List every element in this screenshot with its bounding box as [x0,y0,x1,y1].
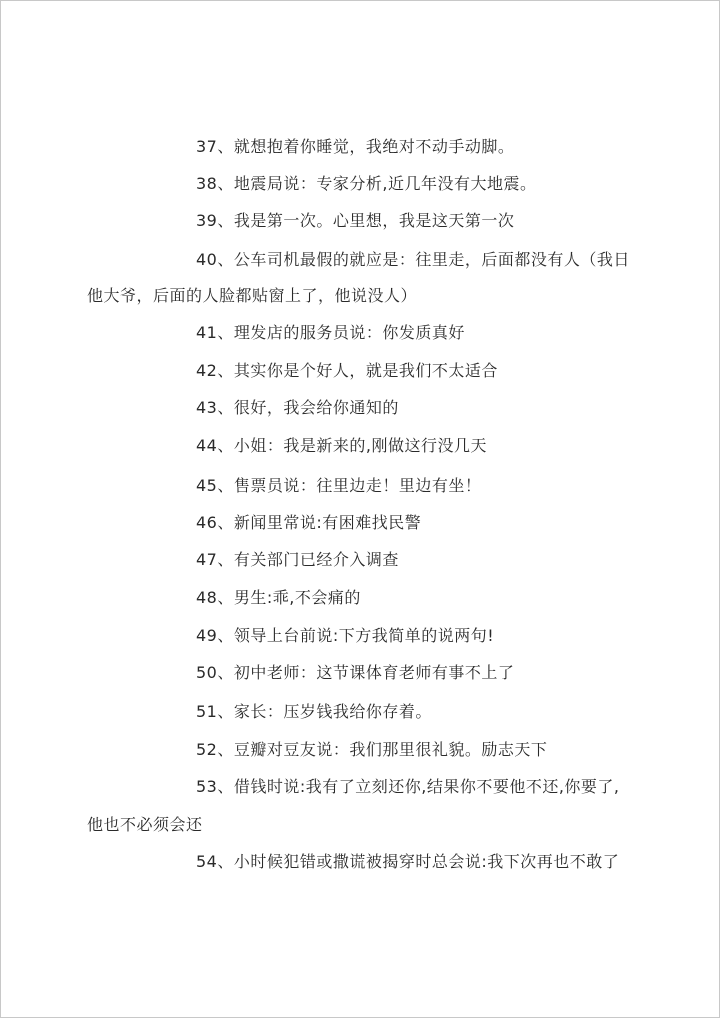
list-item-50: 50、初中老师：这节课体育老师有事不上了 [196,663,515,682]
list-item-40: 40、公车司机最假的就应是：往里走，后面都没有人（我日 [196,250,630,269]
list-item-47: 47、有关部门已经介入调查 [196,550,399,569]
list-item-48: 48、男生:乖,不会痛的 [196,588,361,607]
list-item-39: 39、我是第一次。心里想，我是这天第一次 [196,211,515,230]
list-item-46: 46、新闻里常说:有困难找民警 [196,513,422,532]
list-item-38: 38、地震局说：专家分析,近几年没有大地震。 [196,174,537,193]
list-item-43: 43、很好，我会给你通知的 [196,398,399,417]
list-item-54: 54、小时候犯错或撒谎被揭穿时总会说:我下次再也不敢了 [196,852,620,871]
list-item-45: 45、售票员说：往里边走！里边有坐！ [196,476,482,495]
list-item-40-continued: 他大爷，后面的人脸都贴窗上了，他说没人） [87,286,418,305]
list-item-52: 52、豆瓣对豆友说：我们那里很礼貌。励志天下 [196,740,548,759]
list-item-53-continued: 他也不必须会还 [87,815,203,834]
list-item-37: 37、就想抱着你睡觉，我绝对不动手动脚。 [196,137,515,156]
list-item-42: 42、其实你是个好人，就是我们不太适合 [196,361,498,380]
list-item-41: 41、理发店的服务员说：你发质真好 [196,323,465,342]
list-item-51: 51、家长：压岁钱我给你存着。 [196,702,432,721]
list-item-53: 53、借钱时说:我有了立刻还你,结果你不要他不还,你要了, [196,777,620,796]
list-item-49: 49、领导上台前说:下方我简单的说两句! [196,626,495,645]
list-item-44: 44、小姐：我是新来的,刚做这行没几天 [196,436,487,455]
